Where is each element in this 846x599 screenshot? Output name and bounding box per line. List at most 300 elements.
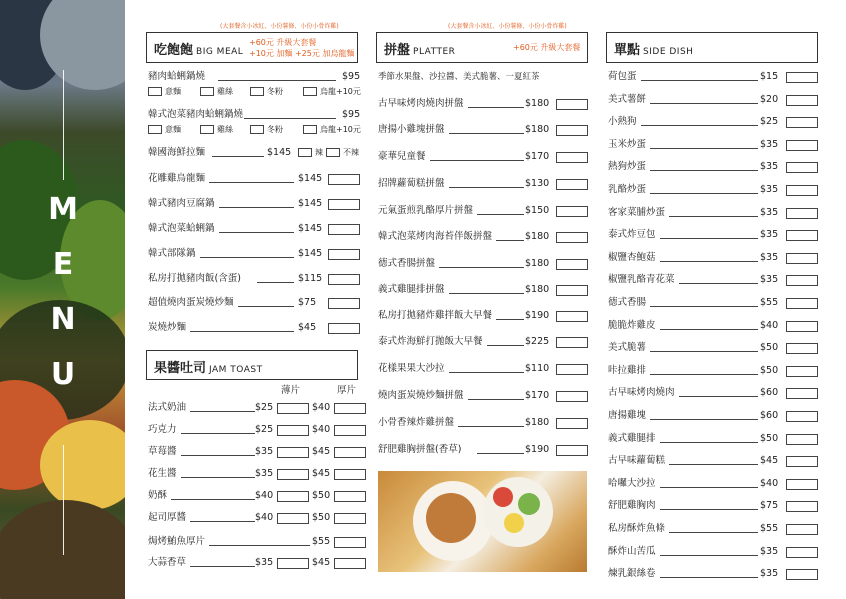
set-meal-note: (大套餐含小冰紅、小份薯條、小份小骨炸雞) bbox=[220, 23, 339, 30]
item-name: 招牌蘿蔔糕拼盤 bbox=[378, 178, 445, 189]
order-checkbox[interactable] bbox=[328, 224, 360, 235]
side-item bbox=[608, 115, 820, 129]
item-price: $50 bbox=[760, 433, 779, 444]
item-price: $35 bbox=[255, 557, 274, 568]
side-item bbox=[608, 545, 820, 559]
item-name: 元氣蛋煎乳酪厚片拼盤 bbox=[378, 205, 474, 216]
item-price: $95 bbox=[342, 109, 361, 120]
item-price: $115 bbox=[298, 273, 323, 284]
side-dish-header bbox=[606, 32, 818, 63]
platter-item bbox=[378, 309, 590, 323]
leader-line bbox=[660, 509, 759, 510]
menu-item bbox=[148, 172, 360, 186]
side-item bbox=[608, 364, 820, 378]
order-checkbox[interactable] bbox=[328, 274, 360, 285]
order-checkbox[interactable] bbox=[556, 232, 588, 243]
item-price: $225 bbox=[525, 336, 550, 347]
leader-line bbox=[641, 80, 759, 81]
big-meal-title: 吃飽飽 BIG MEAL bbox=[154, 43, 244, 58]
item-price: $180 bbox=[525, 124, 550, 135]
item-price: $25 bbox=[255, 424, 274, 435]
menu-letter: M bbox=[48, 192, 78, 227]
item-name: 韓國海鮮拉麵 bbox=[148, 147, 206, 158]
item-name: 韓式泡菜烤肉海苔伴飯拼盤 bbox=[378, 231, 493, 242]
item-price: $150 bbox=[525, 205, 550, 216]
item-price: $45 bbox=[312, 446, 331, 457]
menu-item bbox=[148, 197, 360, 211]
platter-item bbox=[378, 204, 590, 218]
item-price: $55 bbox=[312, 536, 331, 547]
leader-line bbox=[449, 133, 525, 134]
option-label: 冬粉 bbox=[267, 125, 283, 134]
order-checkbox[interactable] bbox=[786, 95, 818, 106]
menu-item bbox=[148, 272, 360, 286]
side-item bbox=[608, 477, 820, 491]
side-item bbox=[608, 138, 820, 152]
item-price: $50 bbox=[312, 490, 331, 501]
menu-item bbox=[148, 222, 360, 236]
menu-cover-photo bbox=[0, 0, 125, 599]
item-price: $25 bbox=[760, 116, 779, 127]
platter-item bbox=[378, 416, 590, 430]
leader-line bbox=[181, 477, 256, 478]
order-checkbox[interactable] bbox=[334, 403, 366, 414]
leader-line bbox=[660, 555, 759, 556]
side-dish-title: 單點 SIDE DISH bbox=[614, 43, 694, 58]
leader-line bbox=[650, 306, 758, 307]
leader-line bbox=[190, 331, 294, 332]
order-checkbox[interactable] bbox=[277, 491, 309, 502]
order-checkbox[interactable] bbox=[786, 524, 818, 535]
order-checkbox[interactable] bbox=[334, 558, 366, 569]
leader-line bbox=[660, 487, 759, 488]
order-checkbox[interactable] bbox=[556, 311, 588, 322]
menu-item bbox=[148, 247, 360, 261]
side-item bbox=[608, 160, 820, 174]
menu-item bbox=[148, 321, 360, 335]
toast-item bbox=[148, 445, 368, 459]
item-name: 韓式部隊鍋 bbox=[148, 248, 196, 259]
order-checkbox[interactable] bbox=[786, 366, 818, 377]
leader-line bbox=[468, 399, 525, 400]
order-checkbox[interactable] bbox=[556, 337, 588, 348]
leader-line bbox=[650, 374, 758, 375]
platter-item bbox=[378, 335, 590, 349]
side-item bbox=[608, 273, 820, 287]
item-price: $40 bbox=[312, 402, 331, 413]
order-checkbox[interactable] bbox=[556, 152, 588, 163]
order-checkbox[interactable] bbox=[786, 230, 818, 241]
order-checkbox[interactable] bbox=[556, 418, 588, 429]
item-price: $145 bbox=[298, 198, 323, 209]
item-price: $130 bbox=[525, 178, 550, 189]
item-name: 椒鹽杏鮑菇 bbox=[608, 252, 656, 263]
menu-item bbox=[148, 108, 360, 122]
option-checkbox[interactable] bbox=[298, 148, 312, 157]
item-name: 私房酥炸魚條 bbox=[608, 523, 666, 534]
leader-line bbox=[190, 566, 255, 567]
leader-line bbox=[200, 257, 295, 258]
platter-item bbox=[378, 230, 590, 244]
item-name: 私房打拋豬炸雞拌飯大早餐 bbox=[378, 310, 493, 321]
leader-line bbox=[244, 118, 336, 119]
item-price: $35 bbox=[760, 139, 779, 150]
item-name: 乳酪炒蛋 bbox=[608, 184, 647, 195]
option-checkbox[interactable] bbox=[303, 125, 317, 134]
item-name: 客家菜脯炒蛋 bbox=[608, 207, 666, 218]
item-price: $145 bbox=[298, 223, 323, 234]
leader-line bbox=[650, 351, 758, 352]
platter-item bbox=[378, 257, 590, 271]
order-checkbox[interactable] bbox=[786, 117, 818, 128]
leader-line bbox=[190, 411, 255, 412]
jam-toast-col-headers bbox=[281, 384, 361, 398]
big-meal-upgrade-2: +10元 加麵 +25元 加烏龍麵 bbox=[249, 49, 355, 58]
option-checkbox[interactable] bbox=[148, 125, 162, 134]
leader-line bbox=[679, 396, 759, 397]
toast-item bbox=[148, 467, 368, 481]
platter-title: 拼盤 PLATTER bbox=[384, 43, 456, 58]
item-name: 哈囉大沙拉 bbox=[608, 478, 656, 489]
option-checkbox[interactable] bbox=[326, 148, 340, 157]
order-checkbox[interactable] bbox=[786, 479, 818, 490]
item-name: 大蒜香草 bbox=[148, 557, 187, 568]
leader-line bbox=[660, 329, 759, 330]
leader-line bbox=[219, 207, 295, 208]
order-checkbox[interactable] bbox=[328, 323, 360, 334]
order-checkbox[interactable] bbox=[556, 125, 588, 136]
thick-label: 厚片 bbox=[337, 385, 357, 396]
leader-line bbox=[238, 306, 295, 307]
item-name: 焗烤鮪魚厚片 bbox=[148, 536, 206, 547]
platter-desc-text: 季節水果盤、沙拉醬、美式脆薯、一夏紅茶 bbox=[378, 72, 540, 82]
order-checkbox[interactable] bbox=[277, 558, 309, 569]
leader-line bbox=[439, 267, 524, 268]
order-checkbox[interactable] bbox=[277, 513, 309, 524]
item-price: $95 bbox=[342, 71, 361, 82]
item-name: 超值燒肉蛋炭燒炒麵 bbox=[148, 297, 234, 308]
order-checkbox[interactable] bbox=[786, 501, 818, 512]
item-name: 德式香腸 bbox=[608, 297, 647, 308]
option-checkbox[interactable] bbox=[200, 87, 214, 96]
item-price: $60 bbox=[760, 387, 779, 398]
item-price: $180 bbox=[525, 231, 550, 242]
item-name: 炭燒炒麵 bbox=[148, 322, 187, 333]
item-price: $35 bbox=[255, 446, 274, 457]
leader-line bbox=[449, 187, 525, 188]
toast-item bbox=[148, 535, 368, 549]
item-name: 韓式泡菜豬肉蛤蜊鍋燒 bbox=[148, 109, 244, 120]
leader-line bbox=[430, 160, 525, 161]
order-checkbox[interactable] bbox=[786, 140, 818, 151]
item-price: $45 bbox=[312, 557, 331, 568]
item-name: 義式雞腿排拼盤 bbox=[378, 284, 445, 295]
side-item bbox=[608, 409, 820, 423]
item-price: $50 bbox=[312, 512, 331, 523]
order-checkbox[interactable] bbox=[277, 403, 309, 414]
item-price: $110 bbox=[525, 363, 550, 374]
order-checkbox[interactable] bbox=[277, 469, 309, 480]
leader-line bbox=[496, 240, 524, 241]
platter-upgrade: +60元 升級大套餐 bbox=[513, 43, 581, 52]
platter-item bbox=[378, 97, 590, 111]
order-checkbox[interactable] bbox=[556, 445, 588, 456]
menu-letter: E bbox=[52, 247, 74, 282]
order-checkbox[interactable] bbox=[334, 469, 366, 480]
order-checkbox[interactable] bbox=[334, 537, 366, 548]
item-name: 唐揚小雞塊拼盤 bbox=[378, 124, 445, 135]
item-name: 小熱狗 bbox=[608, 116, 637, 127]
side-item bbox=[608, 567, 820, 581]
leader-line bbox=[660, 577, 759, 578]
order-checkbox[interactable] bbox=[328, 199, 360, 210]
side-item bbox=[608, 228, 820, 242]
order-checkbox[interactable] bbox=[786, 253, 818, 264]
toast-item bbox=[148, 401, 368, 415]
option-label: 烏龍+10元 bbox=[320, 125, 361, 134]
order-checkbox[interactable] bbox=[556, 391, 588, 402]
item-price: $45 bbox=[760, 455, 779, 466]
leader-line bbox=[219, 232, 295, 233]
item-name: 古早味烤肉燒肉拼盤 bbox=[378, 98, 464, 109]
leader-line bbox=[477, 214, 524, 215]
order-checkbox[interactable] bbox=[786, 275, 818, 286]
item-name: 花生醬 bbox=[148, 468, 177, 479]
option-checkbox[interactable] bbox=[250, 87, 264, 96]
set-meal-note-2: (大套餐含小冰紅、小份薯條、小份小骨炸雞) bbox=[448, 23, 567, 30]
item-name: 韓式泡菜蛤蜊鍋 bbox=[148, 223, 215, 234]
item-name: 古早味蘿蔔糕 bbox=[608, 455, 666, 466]
item-name: 脆脆炸雞皮 bbox=[608, 320, 656, 331]
side-item bbox=[608, 251, 820, 265]
item-price: $45 bbox=[312, 468, 331, 479]
order-checkbox[interactable] bbox=[328, 249, 360, 260]
leader-line bbox=[449, 372, 525, 373]
item-price: $170 bbox=[525, 390, 550, 401]
option-label: 雞絲 bbox=[217, 125, 233, 134]
item-name: 泰式炸海鮮打拋飯大早餐 bbox=[378, 336, 483, 347]
leader-line bbox=[209, 182, 294, 183]
item-name: 燒肉蛋炭燒炒麵拼盤 bbox=[378, 390, 464, 401]
leader-line bbox=[477, 453, 524, 454]
item-name: 咔拉雞排 bbox=[608, 365, 647, 376]
toast-item bbox=[148, 556, 368, 570]
item-name: 花樣果果大沙拉 bbox=[378, 363, 445, 374]
side-item bbox=[608, 93, 820, 107]
toast-item bbox=[148, 489, 368, 503]
order-checkbox[interactable] bbox=[786, 298, 818, 309]
divider-line-top bbox=[63, 70, 64, 180]
side-item bbox=[608, 183, 820, 197]
order-checkbox[interactable] bbox=[786, 569, 818, 580]
item-price: $35 bbox=[760, 274, 779, 285]
item-price: $40 bbox=[255, 490, 274, 501]
item-price: $60 bbox=[760, 410, 779, 421]
platter-item bbox=[378, 123, 590, 137]
order-checkbox[interactable] bbox=[786, 456, 818, 467]
leader-line bbox=[660, 238, 759, 239]
option-checkbox[interactable] bbox=[148, 87, 162, 96]
order-checkbox[interactable] bbox=[334, 425, 366, 436]
item-price: $40 bbox=[760, 320, 779, 331]
item-price: $40 bbox=[760, 478, 779, 489]
item-price: $145 bbox=[298, 248, 323, 259]
item-price: $145 bbox=[267, 147, 292, 158]
leader-line bbox=[171, 499, 255, 500]
option-label: 意麵 bbox=[165, 87, 181, 96]
item-price: $75 bbox=[760, 500, 779, 511]
side-item bbox=[608, 319, 820, 333]
leader-line bbox=[669, 216, 758, 217]
order-checkbox[interactable] bbox=[334, 447, 366, 458]
item-name: 草莓醬 bbox=[148, 446, 177, 457]
order-checkbox[interactable] bbox=[334, 513, 366, 524]
item-price: $35 bbox=[255, 468, 274, 479]
platter-description bbox=[378, 70, 588, 84]
item-price: $180 bbox=[525, 98, 550, 109]
order-checkbox[interactable] bbox=[786, 208, 818, 219]
side-item bbox=[608, 432, 820, 446]
item-name: 起司厚醬 bbox=[148, 512, 187, 523]
menu-item bbox=[148, 70, 360, 84]
option-checkbox[interactable] bbox=[200, 125, 214, 134]
order-checkbox[interactable] bbox=[786, 343, 818, 354]
item-price: $190 bbox=[525, 444, 550, 455]
big-meal-upgrade-1: +60元 升級大套餐 bbox=[249, 38, 317, 47]
order-checkbox[interactable] bbox=[328, 174, 360, 185]
item-price: $45 bbox=[298, 322, 317, 333]
platter-item bbox=[378, 389, 590, 403]
item-name: 玉米炒蛋 bbox=[608, 139, 647, 150]
menu-letter: U bbox=[50, 357, 76, 392]
item-name: 奶酥 bbox=[148, 490, 168, 501]
option-checkbox[interactable] bbox=[250, 125, 264, 134]
item-price: $180 bbox=[525, 258, 550, 269]
item-price: $40 bbox=[255, 512, 274, 523]
option-label: 不辣 bbox=[343, 148, 359, 157]
order-checkbox[interactable] bbox=[786, 321, 818, 332]
leader-line bbox=[650, 193, 758, 194]
order-checkbox[interactable] bbox=[786, 185, 818, 196]
item-price: $145 bbox=[298, 173, 323, 184]
option-label: 意麵 bbox=[165, 125, 181, 134]
item-price: $35 bbox=[760, 184, 779, 195]
item-price: $20 bbox=[760, 94, 779, 105]
leader-line bbox=[449, 293, 525, 294]
order-checkbox[interactable] bbox=[556, 99, 588, 110]
leader-line bbox=[487, 345, 525, 346]
toast-item bbox=[148, 511, 368, 525]
order-checkbox[interactable] bbox=[556, 206, 588, 217]
leader-line bbox=[181, 433, 256, 434]
order-checkbox[interactable] bbox=[556, 285, 588, 296]
order-checkbox[interactable] bbox=[328, 298, 360, 309]
item-name: 熱狗炒蛋 bbox=[608, 161, 647, 172]
leader-line bbox=[679, 283, 759, 284]
leader-line bbox=[212, 156, 264, 157]
order-checkbox[interactable] bbox=[277, 425, 309, 436]
leader-line bbox=[641, 125, 759, 126]
item-name: 椒鹽乳酪青花菜 bbox=[608, 274, 675, 285]
item-price: $55 bbox=[760, 297, 779, 308]
side-item bbox=[608, 522, 820, 536]
item-name: 法式奶油 bbox=[148, 402, 187, 413]
item-price: $180 bbox=[525, 417, 550, 428]
item-name: 豬肉蛤蜊鍋燒 bbox=[148, 71, 206, 82]
item-name: 泰式炸豆包 bbox=[608, 229, 656, 240]
order-checkbox[interactable] bbox=[786, 72, 818, 83]
order-checkbox[interactable] bbox=[556, 179, 588, 190]
leader-line bbox=[218, 80, 336, 81]
order-checkbox[interactable] bbox=[556, 364, 588, 375]
leader-line bbox=[181, 455, 256, 456]
item-name: 小骨香辣炸雞拼盤 bbox=[378, 417, 455, 428]
order-checkbox[interactable] bbox=[786, 411, 818, 422]
order-checkbox[interactable] bbox=[786, 434, 818, 445]
leader-line bbox=[650, 170, 758, 171]
thin-label: 薄片 bbox=[281, 385, 301, 396]
big-meal-header bbox=[146, 32, 358, 63]
item-name: 古早味烤肉燒肉 bbox=[608, 387, 675, 398]
leader-line bbox=[496, 319, 524, 320]
platter-header bbox=[376, 32, 588, 63]
order-checkbox[interactable] bbox=[786, 547, 818, 558]
option-label: 烏龍+10元 bbox=[320, 87, 361, 96]
toast-item bbox=[148, 423, 368, 437]
item-name: 酥炸山苦瓜 bbox=[608, 546, 656, 557]
item-name: 巧克力 bbox=[148, 424, 177, 435]
side-item bbox=[608, 341, 820, 355]
platter-item bbox=[378, 177, 590, 191]
item-name: 義式雞腿排 bbox=[608, 433, 656, 444]
order-checkbox[interactable] bbox=[786, 388, 818, 399]
item-name: 舒肥雞胸拼盤(香草) bbox=[378, 444, 462, 455]
item-name: 韓式豬肉豆腐鍋 bbox=[148, 198, 215, 209]
item-price: $50 bbox=[760, 365, 779, 376]
item-name: 美式脆薯 bbox=[608, 342, 647, 353]
platter-food-photo bbox=[378, 471, 587, 572]
item-price: $25 bbox=[255, 402, 274, 413]
item-price: $40 bbox=[312, 424, 331, 435]
leader-line bbox=[669, 464, 758, 465]
order-checkbox[interactable] bbox=[556, 259, 588, 270]
side-item bbox=[608, 454, 820, 468]
item-price: $15 bbox=[760, 71, 779, 82]
item-name: 花雕雞烏龍麵 bbox=[148, 173, 206, 184]
leader-line bbox=[468, 107, 525, 108]
order-checkbox[interactable] bbox=[786, 162, 818, 173]
item-name: 德式香腸拼盤 bbox=[378, 258, 436, 269]
option-label: 冬粉 bbox=[267, 87, 283, 96]
order-checkbox[interactable] bbox=[334, 491, 366, 502]
side-item bbox=[608, 206, 820, 220]
order-checkbox[interactable] bbox=[277, 447, 309, 458]
jam-toast-header bbox=[146, 350, 358, 380]
platter-item bbox=[378, 362, 590, 376]
side-item bbox=[608, 296, 820, 310]
leader-line bbox=[458, 426, 524, 427]
option-label: 雞絲 bbox=[217, 87, 233, 96]
item-price: $35 bbox=[760, 207, 779, 218]
option-checkbox[interactable] bbox=[303, 87, 317, 96]
item-price: $170 bbox=[525, 151, 550, 162]
item-name: 煉乳銀絲卷 bbox=[608, 568, 656, 579]
menu-letter: N bbox=[50, 302, 76, 337]
item-name: 私房打拋豬肉飯(含蛋) bbox=[148, 273, 241, 284]
platter-item bbox=[378, 150, 590, 164]
leader-line bbox=[669, 532, 758, 533]
leader-line bbox=[660, 442, 759, 443]
